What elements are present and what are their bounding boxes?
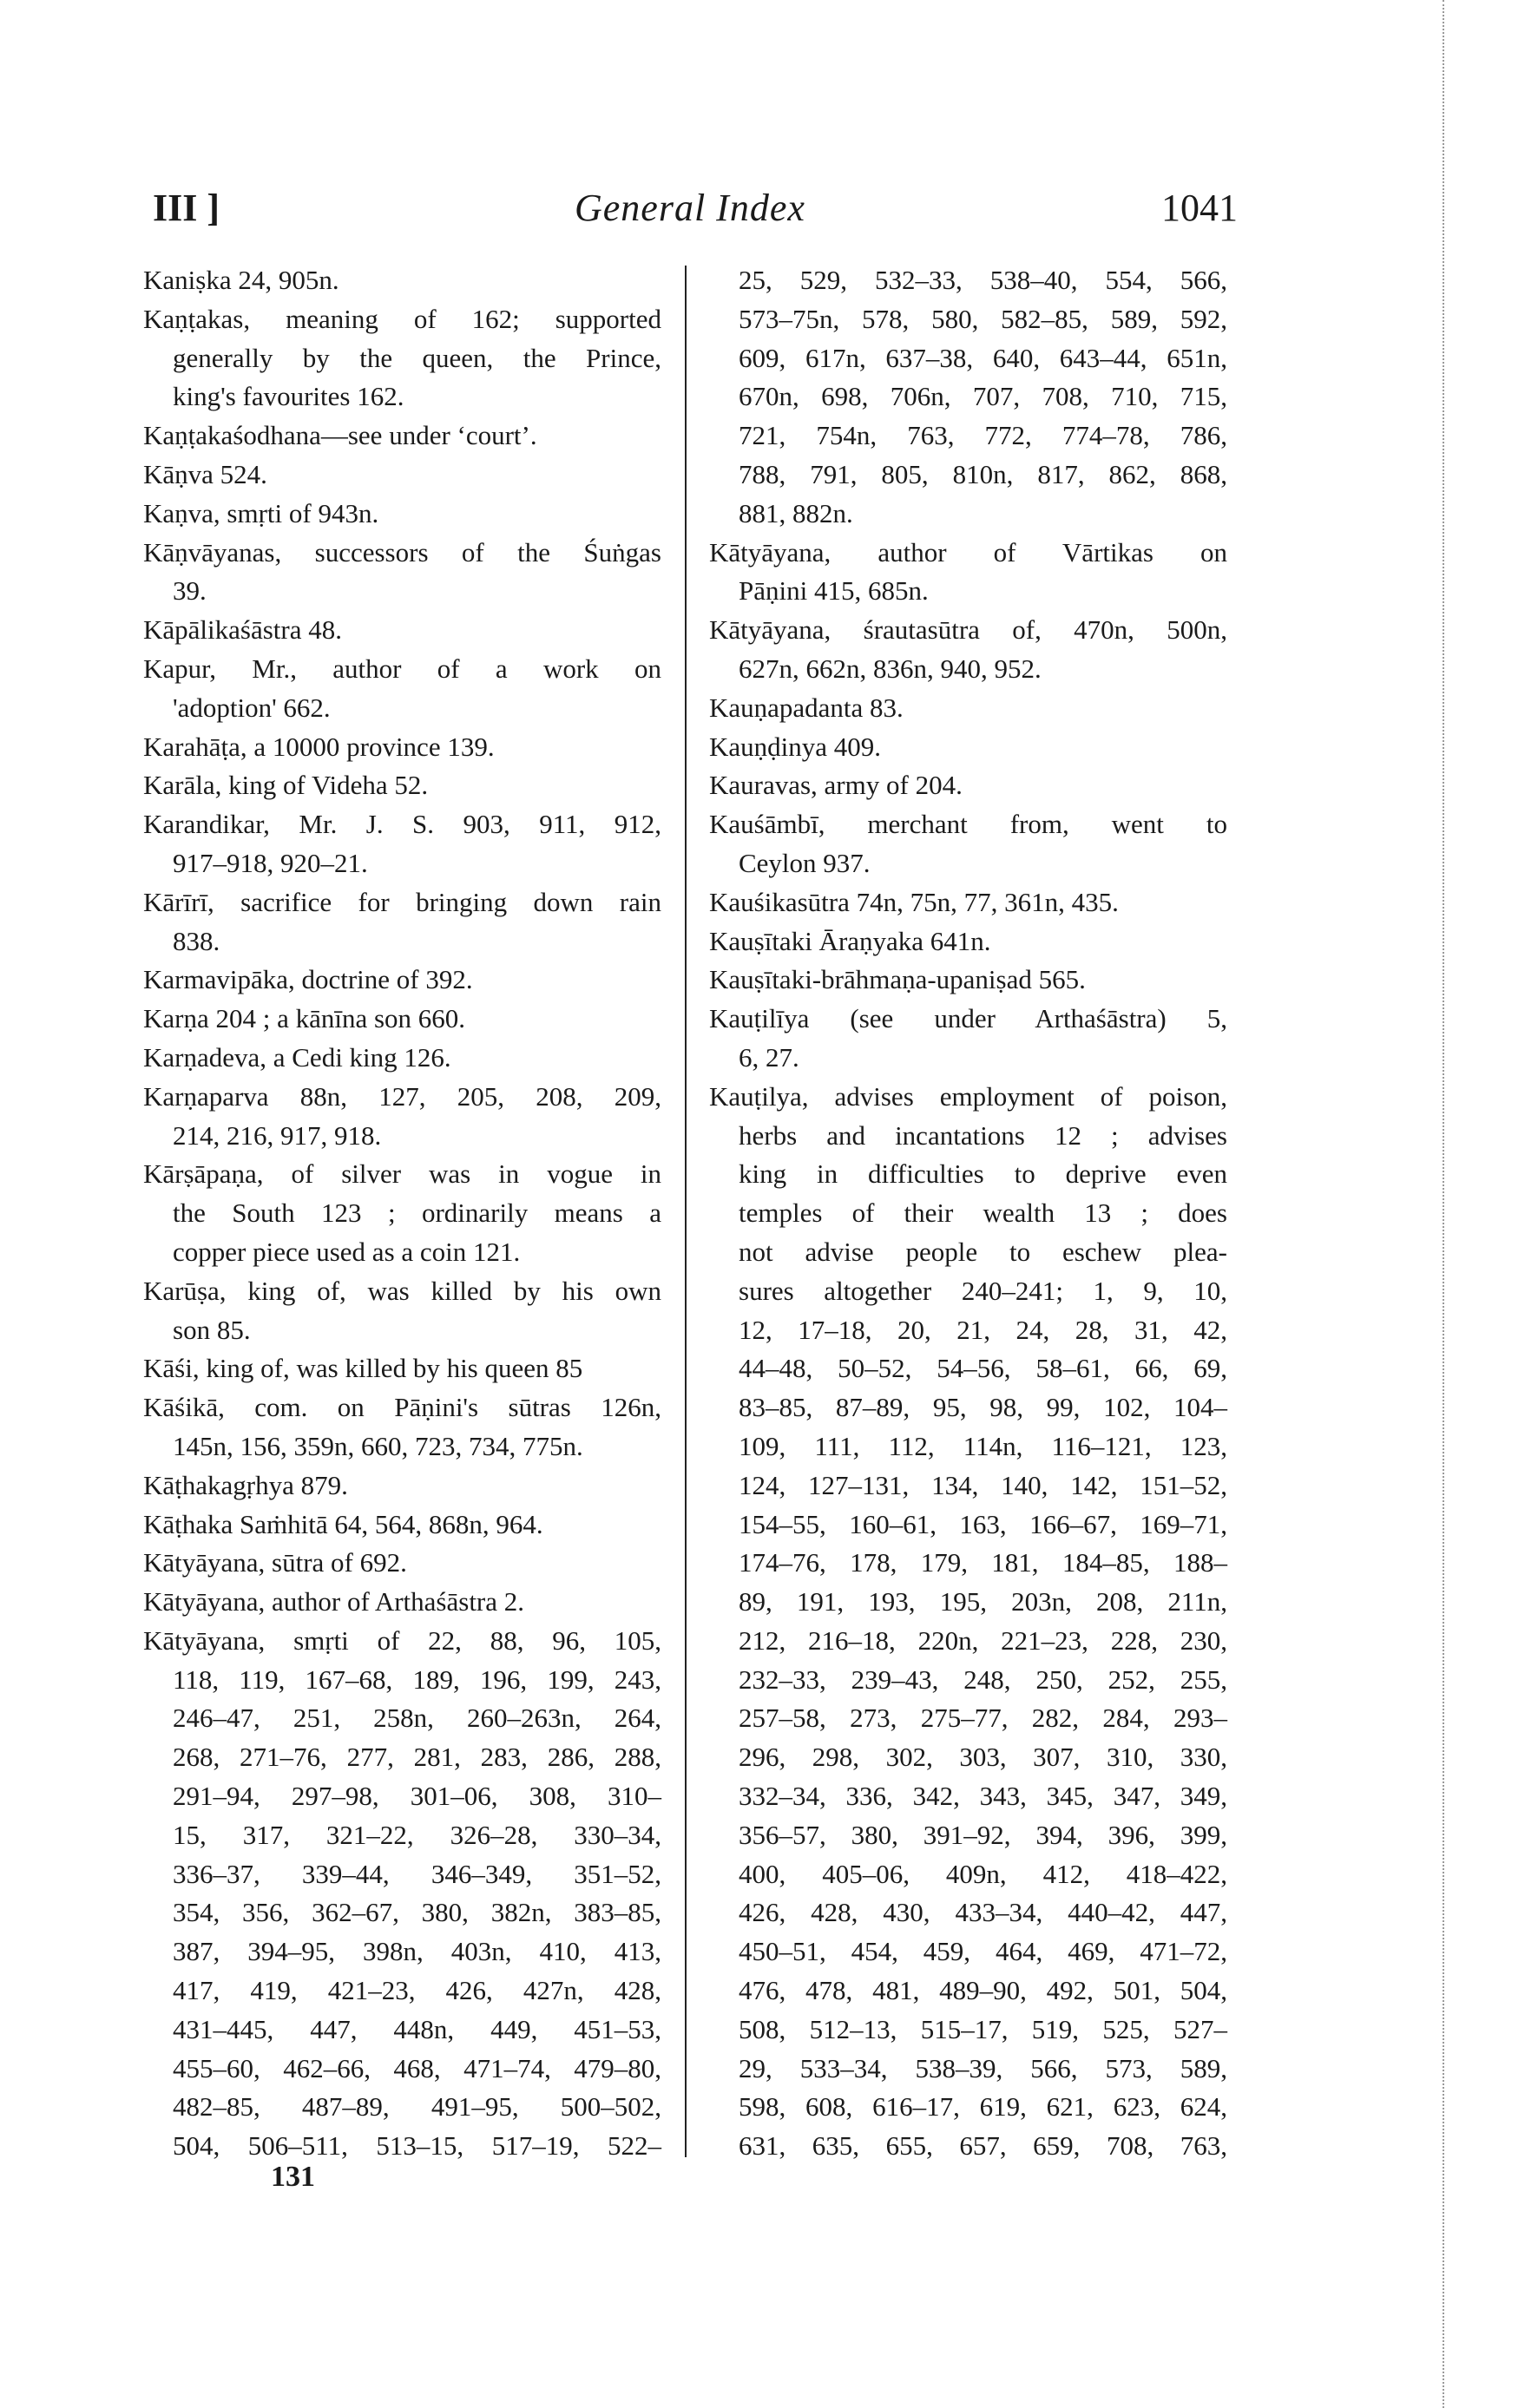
index-entry-continuation-line: 89, 191, 193, 195, 203n, 208, 211n, <box>739 1586 1227 1617</box>
index-entry-continuation-line: Pāṇini 415, 685n. <box>739 575 929 607</box>
index-entry-continuation-line: 476, 478, 481, 489–90, 492, 501, 504, <box>739 1975 1227 2006</box>
index-entry-continuation-line: 257–58, 273, 275–77, 282, 284, 293– <box>739 1703 1227 1734</box>
index-entry <box>143 611 661 650</box>
index-entry-heading-line: Kātyāyana, author of Arthaśāstra 2. <box>143 1586 525 1617</box>
index-entry-heading-line: Kapur, Mr., author of a work on <box>143 653 661 684</box>
index-entry-continuation-line: generally by the queen, the Prince, <box>173 342 661 373</box>
index-entry-continuation-line: 670n, 698, 706n, 707, 708, 710, 715, <box>739 381 1227 412</box>
index-entry-continuation-line: 268, 271–76, 277, 281, 283, 286, 288, <box>173 1742 661 1773</box>
index-entry-continuation-line: 332–34, 336, 342, 343, 345, 347, 349, <box>739 1781 1227 1812</box>
index-entry-heading-line: Karmavipāka, doctrine of 392. <box>143 964 473 995</box>
index-entry-continuation-line: 881, 882n. <box>739 497 853 528</box>
index-entry-continuation-line: 291–94, 297–98, 301–06, 308, 310– <box>173 1781 661 1812</box>
index-entry-continuation-line: sures altogether 240–241; 1, 9, 10, <box>739 1275 1227 1306</box>
index-entry-continuation-line: 336–37, 339–44, 346–349, 351–52, <box>173 1858 661 1889</box>
index-entry <box>709 689 1227 728</box>
index-entry <box>709 261 1227 534</box>
index-entry-continuation-line: son 85. <box>173 1314 251 1345</box>
index-entry <box>143 1506 661 1545</box>
running-head-title: General Index <box>575 187 805 229</box>
index-entry-continuation-line: 232–33, 239–43, 248, 250, 252, 255, <box>739 1663 1227 1695</box>
index-entry-continuation-line: 44–48, 50–52, 54–56, 58–61, 66, 69, <box>739 1353 1227 1384</box>
index-entry-heading-line: Kaṇva, smṛti of 943n. <box>143 497 379 528</box>
index-entry <box>143 1388 661 1466</box>
index-entry-heading-line: Kātyāyana, author of Vārtikas on <box>709 536 1227 568</box>
index-entry-continuation-line: 296, 298, 302, 303, 307, 310, 330, <box>739 1742 1227 1773</box>
index-entry <box>143 805 661 883</box>
index-entry-heading-line: Kātyāyana, śrautasūtra of, 470n, 500n, <box>709 614 1227 646</box>
index-entry-continuation-line: 214, 216, 917, 918. <box>173 1119 382 1151</box>
index-entry-continuation-line: king in difficulties to deprive even <box>739 1158 1227 1190</box>
index-entry <box>143 961 661 1000</box>
index-entry-heading-line: Kauṣītaki-brāhmaṇa-upaniṣad 565. <box>709 964 1086 995</box>
index-entry <box>143 300 661 417</box>
index-entry-heading-line: Kauṣītaki Āraṇyaka 641n. <box>709 925 991 956</box>
index-entry-heading-line: Karṇa 204 ; a kānīna son 660. <box>143 1003 466 1034</box>
index-entry-continuation-line: 83–85, 87–89, 95, 98, 99, 102, 104– <box>739 1392 1227 1423</box>
index-entry-continuation-line: 145n, 156, 359n, 660, 723, 734, 775n. <box>173 1430 583 1461</box>
index-entry <box>143 1272 661 1350</box>
index-entry-continuation-line: 627n, 662n, 836n, 940, 952. <box>739 653 1042 684</box>
index-entry-heading-line: Kauṇḍinya 409. <box>709 731 882 762</box>
index-entry-continuation-line: 417, 419, 421–23, 426, 427n, 428, <box>173 1975 661 2006</box>
index-entry-continuation-line: 356–57, 380, 391–92, 394, 396, 399, <box>739 1819 1227 1850</box>
index-entry-continuation-line: 15, 317, 321–22, 326–28, 330–34, <box>173 1819 661 1850</box>
index-entry <box>143 1466 661 1506</box>
index-entry-continuation-line: 109, 111, 112, 114n, 116–121, 123, <box>739 1430 1227 1461</box>
index-entry-continuation-line: 631, 635, 655, 657, 659, 708, 763, <box>739 2130 1227 2162</box>
index-entry-continuation-line: 721, 754n, 763, 772, 774–78, 786, <box>739 420 1227 451</box>
index-entry <box>143 883 661 961</box>
index-entry-continuation-line: 482–85, 487–89, 491–95, 500–502, <box>173 2091 661 2123</box>
index-entry-continuation-line: 455–60, 462–66, 468, 471–74, 479–80, <box>173 2052 661 2083</box>
index-entry <box>143 766 661 805</box>
page-number: 1041 <box>1161 187 1238 229</box>
index-entry <box>143 1622 661 2166</box>
index-entry-heading-line: Kātyāyana, sūtra of 692. <box>143 1547 407 1578</box>
index-entry-heading-line: Kauṭilīya (see under Arthaśāstra) 5, <box>709 1003 1227 1034</box>
running-head-section: III ] <box>153 187 220 229</box>
index-entry-continuation-line: 174–76, 178, 179, 181, 184–85, 188– <box>739 1547 1227 1578</box>
index-entry-continuation-line: 508, 512–13, 515–17, 519, 525, 527– <box>739 2013 1227 2044</box>
index-entry-continuation-line: temples of their wealth 13 ; does <box>739 1197 1227 1229</box>
index-entry <box>143 728 661 767</box>
index-entry-continuation-line: 788, 791, 805, 810n, 817, 862, 868, <box>739 458 1227 489</box>
index-entry-heading-line: Kātyāyana, smṛti of 22, 88, 96, 105, <box>143 1624 661 1656</box>
index-entry-continuation-line: 400, 405–06, 409n, 412, 418–422, <box>739 1858 1227 1889</box>
index-entry <box>143 534 661 612</box>
index-entry <box>143 1544 661 1583</box>
index-entry-continuation-line: 39. <box>173 575 207 607</box>
index-entry <box>143 1349 661 1388</box>
index-entry-continuation-line: not advise people to eschew plea- <box>739 1236 1227 1267</box>
index-entry-heading-line: Kāṇvāyanas, successors of the Śuṅgas <box>143 536 661 568</box>
index-entry-continuation-line: 917–918, 920–21. <box>173 847 368 878</box>
index-column-right <box>709 261 1227 2166</box>
index-entry-continuation-line: 504, 506–511, 513–15, 517–19, 522– <box>173 2130 661 2162</box>
index-entry <box>709 922 1227 961</box>
signature-mark: 131 <box>271 2161 315 2193</box>
index-entry-continuation-line: 450–51, 454, 459, 464, 469, 471–72, <box>739 1936 1227 1967</box>
index-entry <box>143 456 661 495</box>
index-entry-heading-line: Karṇaparva 88n, 127, 205, 208, 209, <box>143 1080 661 1112</box>
index-entry-heading-line: Kaniṣka 24, 905n. <box>143 265 339 295</box>
index-entry <box>709 766 1227 805</box>
index-entry-continuation-line: 'adoption' 662. <box>173 692 331 723</box>
index-entry <box>143 261 661 300</box>
index-entry-continuation-line: 124, 127–131, 134, 140, 142, 151–52, <box>739 1469 1227 1500</box>
index-entry-continuation-line: 573–75n, 578, 580, 582–85, 589, 592, <box>739 303 1227 334</box>
index-entry <box>143 1583 661 1622</box>
index-entry <box>143 1039 661 1078</box>
index-entry-continuation-line: 25, 529, 532–33, 538–40, 554, 566, <box>739 265 1227 295</box>
index-entry-heading-line: Kārṣāpaṇa, of silver was in vogue in <box>143 1158 661 1190</box>
index-entry-heading-line: Kārīrī, sacrifice for bringing down rain <box>143 886 661 917</box>
index-entry-continuation-line: copper piece used as a coin 121. <box>173 1236 521 1267</box>
index-entry-heading-line: Karāla, king of Videha 52. <box>143 770 429 801</box>
index-entry <box>709 534 1227 612</box>
index-entry-continuation-line: 838. <box>173 925 220 956</box>
index-entry-heading-line: Kāśi, king of, was killed by his queen 85 <box>143 1353 583 1384</box>
index-entry-heading-line: Kauśikasūtra 74n, 75n, 77, 361n, 435. <box>709 886 1119 917</box>
index-entry-continuation-line: king's favourites 162. <box>173 381 404 412</box>
index-entry-continuation-line: 12, 17–18, 20, 21, 24, 28, 31, 42, <box>739 1314 1227 1345</box>
index-entry <box>143 1000 661 1039</box>
index-entry-heading-line: Kāśikā, com. on Pāṇini's sūtras 126n, <box>143 1392 661 1423</box>
index-entry <box>709 1000 1227 1078</box>
index-entry-heading-line: Karṇadeva, a Cedi king 126. <box>143 1041 451 1073</box>
index-entry-heading-line: Kāṭhaka Saṁhitā 64, 564, 868n, 964. <box>143 1508 543 1539</box>
column-divider <box>685 266 687 2157</box>
index-entry <box>709 805 1227 883</box>
index-entry-continuation-line: 354, 356, 362–67, 380, 382n, 383–85, <box>173 1897 661 1928</box>
index-column-left <box>143 261 661 2166</box>
index-entry <box>709 1078 1227 2166</box>
scan-edge-line <box>1443 0 1444 2408</box>
index-entry-continuation-line: 154–55, 160–61, 163, 166–67, 169–71, <box>739 1508 1227 1539</box>
index-entry <box>709 883 1227 922</box>
index-entry-continuation-line: 246–47, 251, 258n, 260–263n, 264, <box>173 1703 661 1734</box>
index-entry <box>709 961 1227 1000</box>
index-entry <box>709 728 1227 767</box>
index-entry-heading-line: Kauravas, army of 204. <box>709 770 963 801</box>
index-entry-continuation-line: herbs and incantations 12 ; advises <box>739 1119 1227 1151</box>
index-entry-heading-line: Karūṣa, king of, was killed by his own <box>143 1275 661 1306</box>
index-entry <box>143 650 661 728</box>
index-entry-continuation-line: 118, 119, 167–68, 189, 196, 199, 243, <box>173 1663 661 1695</box>
index-entry <box>143 417 661 456</box>
index-entry-heading-line: Kāṭhakagṛhya 879. <box>143 1469 348 1500</box>
index-entry-continuation-line: 212, 216–18, 220n, 221–23, 228, 230, <box>739 1624 1227 1656</box>
index-entry-continuation-line: 387, 394–95, 398n, 403n, 410, 413, <box>173 1936 661 1967</box>
index-entry-heading-line: Kauṭilya, advises employment of poison, <box>709 1080 1227 1112</box>
index-entry-heading-line: Kaṇṭakas, meaning of 162; supported <box>143 303 661 334</box>
index-entry-continuation-line: 426, 428, 430, 433–34, 440–42, 447, <box>739 1897 1227 1928</box>
index-entry-continuation-line: Ceylon 937. <box>739 847 871 878</box>
index-entry-continuation-line: 431–445, 447, 448n, 449, 451–53, <box>173 2013 661 2044</box>
index-entry <box>143 1155 661 1271</box>
index-entry-heading-line: Kāpālikaśāstra 48. <box>143 614 342 646</box>
index-entry-continuation-line: the South 123 ; ordinarily means a <box>173 1197 661 1229</box>
index-entry-continuation-line: 609, 617n, 637–38, 640, 643–44, 651n, <box>739 342 1227 373</box>
index-entry-continuation-line: 29, 533–34, 538–39, 566, 573, 589, <box>739 2052 1227 2083</box>
index-entry-heading-line: Kauśāmbī, merchant from, went to <box>709 809 1227 840</box>
index-entry-heading-line: Kauṇapadanta 83. <box>709 692 904 723</box>
index-entry-heading-line: Kaṇṭakaśodhana—see under ‘court’. <box>143 420 537 451</box>
index-entry <box>143 495 661 534</box>
index-entry-continuation-line: 598, 608, 616–17, 619, 621, 623, 624, <box>739 2091 1227 2123</box>
index-entry-heading-line: Karandikar, Mr. J. S. 903, 911, 912, <box>143 809 661 840</box>
index-entry-heading-line: Kāṇva 524. <box>143 458 267 489</box>
index-entry <box>709 611 1227 689</box>
index-entry-heading-line: Karahāṭa, a 10000 province 139. <box>143 731 495 762</box>
index-entry <box>143 1078 661 1156</box>
index-entry-continuation-line: 6, 27. <box>739 1041 799 1073</box>
